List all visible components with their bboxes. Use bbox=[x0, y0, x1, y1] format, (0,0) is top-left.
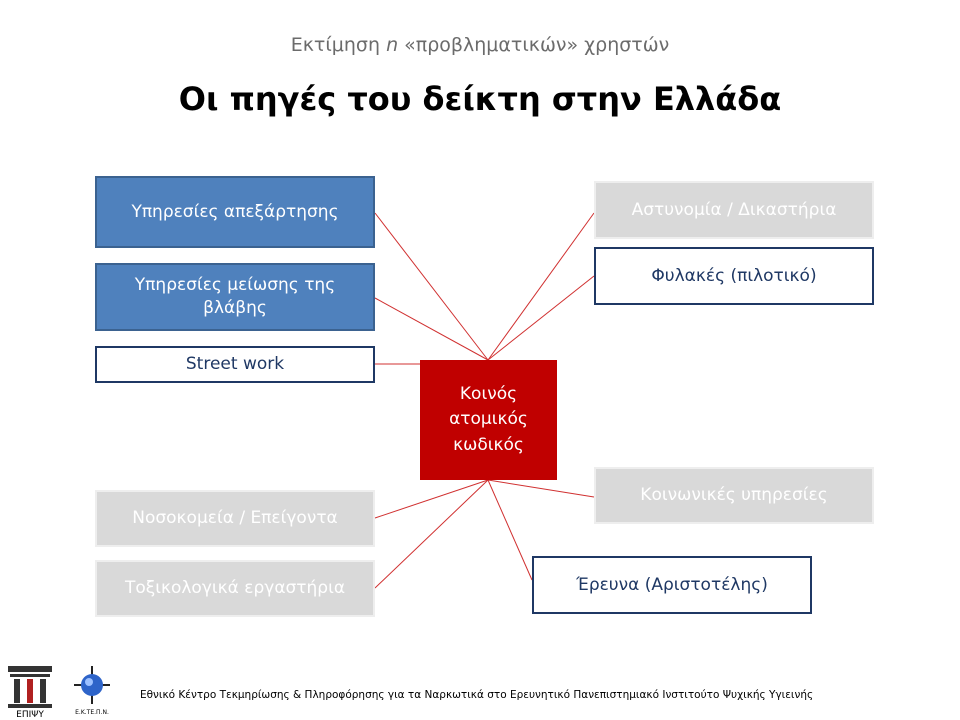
source-social-services: Κοινωνικές υπηρεσίες bbox=[594, 467, 874, 524]
source-harm-reduction: Υπηρεσίες μείωσης της βλάβης bbox=[95, 263, 375, 331]
epipsy-logo bbox=[4, 662, 56, 718]
connector-addiction bbox=[375, 213, 488, 360]
source-research: Έρευνα (Αριστοτέλης) bbox=[532, 556, 812, 614]
logo2-label: Ε.Κ.ΤΕ.Π.Ν. bbox=[75, 709, 109, 716]
connector-prisons bbox=[488, 276, 594, 360]
source-addiction-services: Υπηρεσίες απεξάρτησης bbox=[95, 176, 375, 248]
connector-police bbox=[488, 213, 594, 360]
subtitle-italic: n bbox=[386, 34, 399, 56]
subtitle-post: «προβληματικών» χρηστών bbox=[398, 34, 670, 56]
source-police-courts: Αστυνομία / Δικαστήρια bbox=[594, 181, 874, 239]
footer-institution: Εθνικό Κέντρο Τεκμηρίωσης & Πληροφόρησης για τα Ναρκωτικά στο Ερευνητικό Πανεπιστημιακό Ινστιτούτο Ψυχικής Υγιεινής bbox=[140, 689, 814, 701]
connector-research bbox=[488, 480, 532, 580]
source-toxicology-labs: Τοξικολογικά εργαστήρια bbox=[95, 560, 375, 617]
subtitle-pre: Εκτίμηση bbox=[290, 34, 387, 56]
source-street-work: Street work bbox=[95, 346, 375, 383]
connector-toxicology bbox=[375, 480, 488, 588]
source-prisons: Φυλακές (πιλοτικό) bbox=[594, 247, 874, 305]
ektepn-logo bbox=[66, 664, 118, 718]
connector-social bbox=[488, 480, 594, 497]
slide-title: Οι πηγές του δείκτη στην Ελλάδα bbox=[178, 80, 782, 118]
logo1-label: ΕΠΙΨΥ bbox=[16, 710, 44, 718]
connector-harm-reduction bbox=[375, 298, 488, 360]
connector-hospitals bbox=[375, 480, 488, 518]
center-common-id: Κοινός ατομικός κωδικός bbox=[420, 360, 557, 480]
source-hospitals: Νοσοκομεία / Επείγοντα bbox=[95, 490, 375, 547]
